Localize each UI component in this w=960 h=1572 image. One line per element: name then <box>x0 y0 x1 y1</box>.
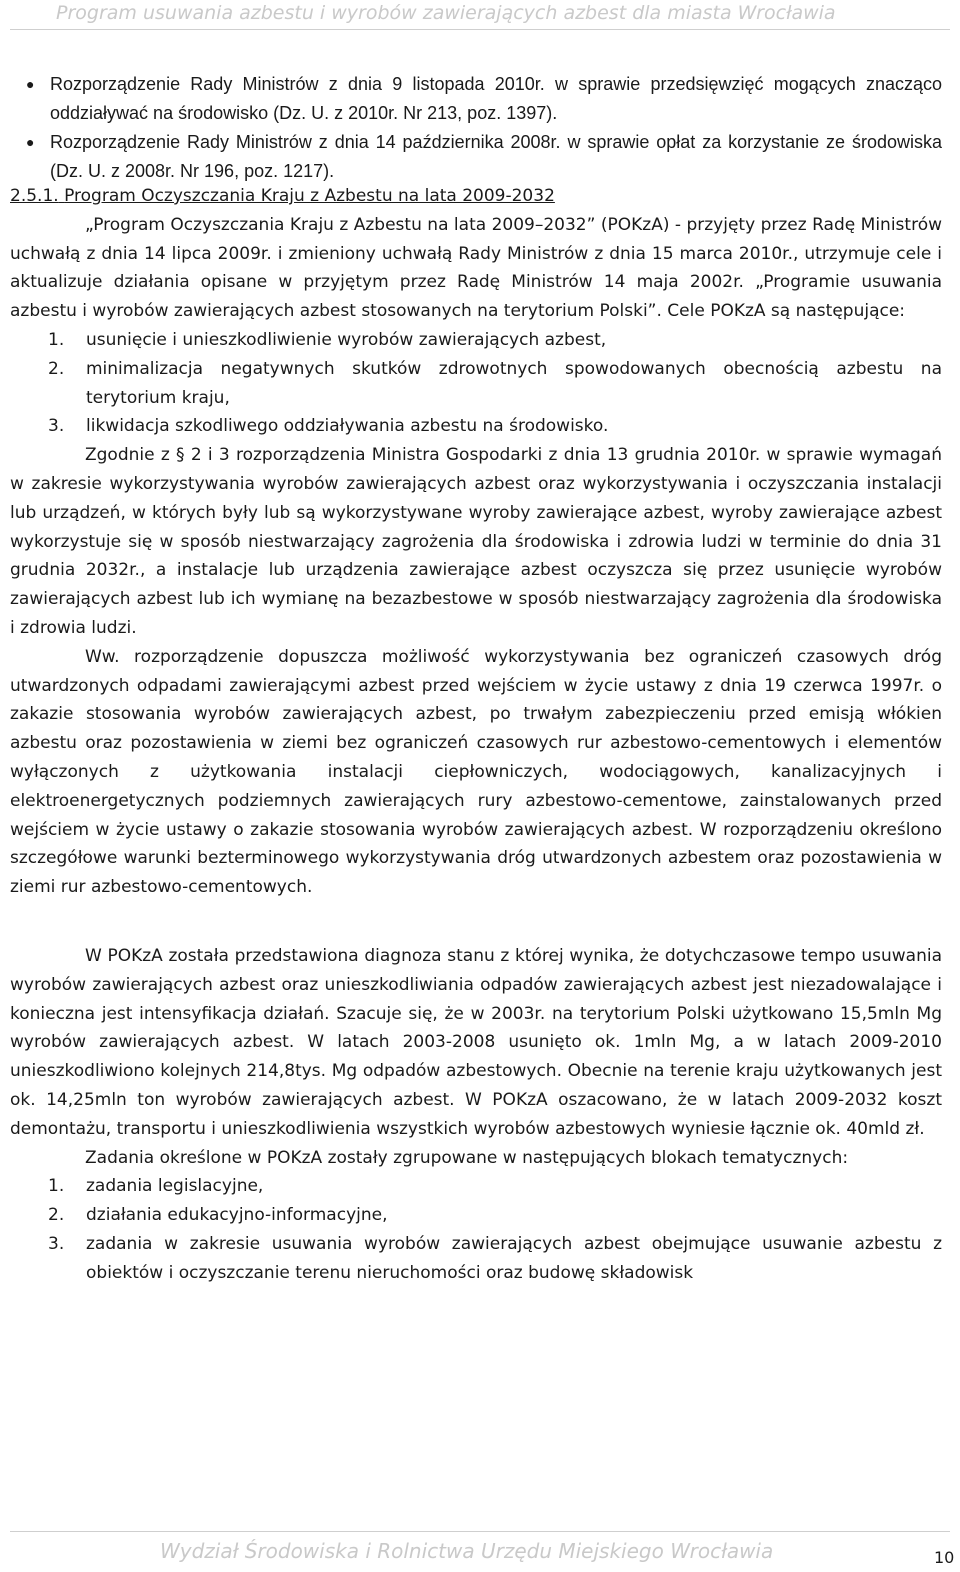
task-text: zadania w zakresie usuwania wyrobów zawierających azbest obejmujące usuwanie azbestu z obiektów i oczyszczanie terenu nieruchomości oraz budowę składowisk <box>86 1233 942 1283</box>
goal-item <box>10 355 942 413</box>
goal-text: likwidacja szkodliwego oddziaływania azbestu na środowisko. <box>86 416 609 437</box>
section-title: Program Oczyszczania Kraju z Azbestu na lata 2009-2032 <box>64 186 555 206</box>
task-text: zadania legislacyjne, <box>86 1176 264 1197</box>
footer-divider <box>10 1531 950 1532</box>
section-heading <box>10 182 942 211</box>
goal-number: 1. <box>48 329 65 350</box>
bullet-text: Rozporządzenie Rady Ministrów z dnia 14 października 2008r. w sprawie opłat za korzystanie ze środowiska (Dz. U. z 2008r. Nr 196, poz. 1217). <box>50 132 942 181</box>
goal-text: usunięcie i unieszkodliwienie wyrobów zawierających azbest, <box>86 329 607 350</box>
task-text: działania edukacyjno-informacyjne, <box>86 1205 388 1226</box>
ww-paragraph: Ww. rozporządzenie dopuszcza możliwość wykorzystywania bez ograniczeń czasowych dróg utwardzonych odpadami zawierającymi azbest przed wejściem w życie ustawy z dnia 19 czerwca 1997r. o zakazie stosowania wyrobów zawierających azbest, po trwałym zabezpieczeniu przed emisją włókien azbestu oraz pozostawienia w ziemi bez ograniczeń czasowych rur azbestowo-cementowych i elementów wyłączonych z użytkowania instalacji ciepłowniczych, wodociągowych, kanalizacyjnych i elektroenergetycznych podziemnych zawierających rury azbestowo-cementowe, zainstalowanych przed wejściem w życie ustawy o zakazie stosowania wyrobów zawierających azbest. W rozporządzeniu określono szczegółowe warunki bezterminowego wykorzystywania dróg utwardzonych azbestem oraz pozostawienia w ziemi rur azbestowo-cementowych. <box>10 646 942 898</box>
paragraph-spacer <box>10 902 942 942</box>
task-item <box>10 1201 942 1230</box>
document-body <box>10 182 942 1287</box>
goal-item <box>10 326 942 355</box>
section-number: 2.5.1. <box>10 186 59 206</box>
diagnosis-paragraph: W POKzA została przedstawiona diagnoza stanu z której wynika, że dotychczasowe tempo usuwania wyrobów zawierających azbest oraz unieszkodliwiania odpadów zawierających azbest jest niezadowalające i konieczna jest intensyfikacja działań. Szacuje się, że w 2003r. na terytorium Polski użytkowano 15,5mln Mg wyrobów zawierających azbest. W latach 2003-2008 usunięto ok. 1mln Mg, a w latach 2009-2010 unieszkodliwiono kolejnych 214,8tys. Mg odpadów azbestowych. Obecnie na terenie kraju użytkowanych jest ok. 14,25mln ton wyrobów zawierających azbest. W POKzA oszacowano, że w latach 2009-2032 koszt demontażu, transportu i unieszkodliwienia wszystkich wyrobów azbestowych wyniesie łącznie ok. 40mld zł. <box>10 945 942 1139</box>
intro-paragraph: „Program Oczyszczania Kraju z Azbestu na lata 2009–2032” (POKzA) - przyjęty przez Radę Ministrów uchwałą z dnia 14 lipca 2009r. i zmieniony uchwałą Rady Ministrów z dnia 15 marca 2010r., utrzymuje cele i aktualizuje działania opisane w przyjętym przez Radę Ministrów 14 maja 2002r. „Programie usuwania azbestu i wyrobów zawierających azbest stosowanych na terytorium Polski”. Cele POKzA są następujące: <box>10 214 942 322</box>
bullet-text: Rozporządzenie Rady Ministrów z dnia 9 listopada 2010r. w sprawie przedsięwzięć mogących znacząco oddziaływać na środowisko (Dz. U. z 2010r. Nr 213, poz. 1397). <box>50 74 942 123</box>
page-number: 10 <box>934 1548 955 1567</box>
goal-text: minimalizacja negatywnych skutków zdrowotnych spowodowanych obecnością azbestu na terytorium kraju, <box>86 358 942 408</box>
bullet-dot-icon: ● <box>26 76 35 92</box>
header-divider <box>10 29 950 30</box>
regulation-bullet-list <box>10 70 942 186</box>
bullet-item <box>10 70 942 128</box>
task-number: 2. <box>48 1205 65 1226</box>
footer-department: Wydział Środowiska i Rolnictwa Urzędu Miejskiego Wrocławia <box>160 1539 774 1563</box>
header-title: Program usuwania azbestu i wyrobów zawierających azbest dla miasta Wrocławia <box>56 2 836 24</box>
goal-number: 2. <box>48 358 65 379</box>
bullet-dot-icon: ● <box>26 134 35 150</box>
goal-item <box>10 412 942 441</box>
tasks-intro-paragraph: Zadania określone w POKzA zostały zgrupowane w następujących blokach tematycznych: <box>85 1147 849 1168</box>
page-header <box>0 0 960 30</box>
task-number: 1. <box>48 1176 65 1197</box>
regulation-paragraph: Zgodnie z § 2 i 3 rozporządzenia Ministra Gospodarki z dnia 13 grudnia 2010r. w sprawie wymagań w zakresie wykorzystywania wyrobów zawierających azbest oraz wykorzystywania i oczyszczania instalacji lub urządzeń, w których były lub są wykorzystywane wyroby zawierające azbest, wyroby zawierające azbest wykorzystuje się w sposób niestwarzający zagrożenia dla środowiska i zdrowia ludzi w terminie do dnia 31 grudnia 2032r., a instalacje lub urządzenia zawierające azbest oczyszcza się przez usunięcie wyrobów zawierających azbest lub ich wymianę na bezazbestowe w sposób niestwarzający zagrożenia dla środowiska i zdrowia ludzi. <box>10 445 942 638</box>
task-item <box>10 1230 942 1288</box>
task-number: 3. <box>48 1233 65 1254</box>
goal-number: 3. <box>48 416 65 437</box>
bullet-item <box>10 128 942 186</box>
task-item <box>10 1172 942 1201</box>
